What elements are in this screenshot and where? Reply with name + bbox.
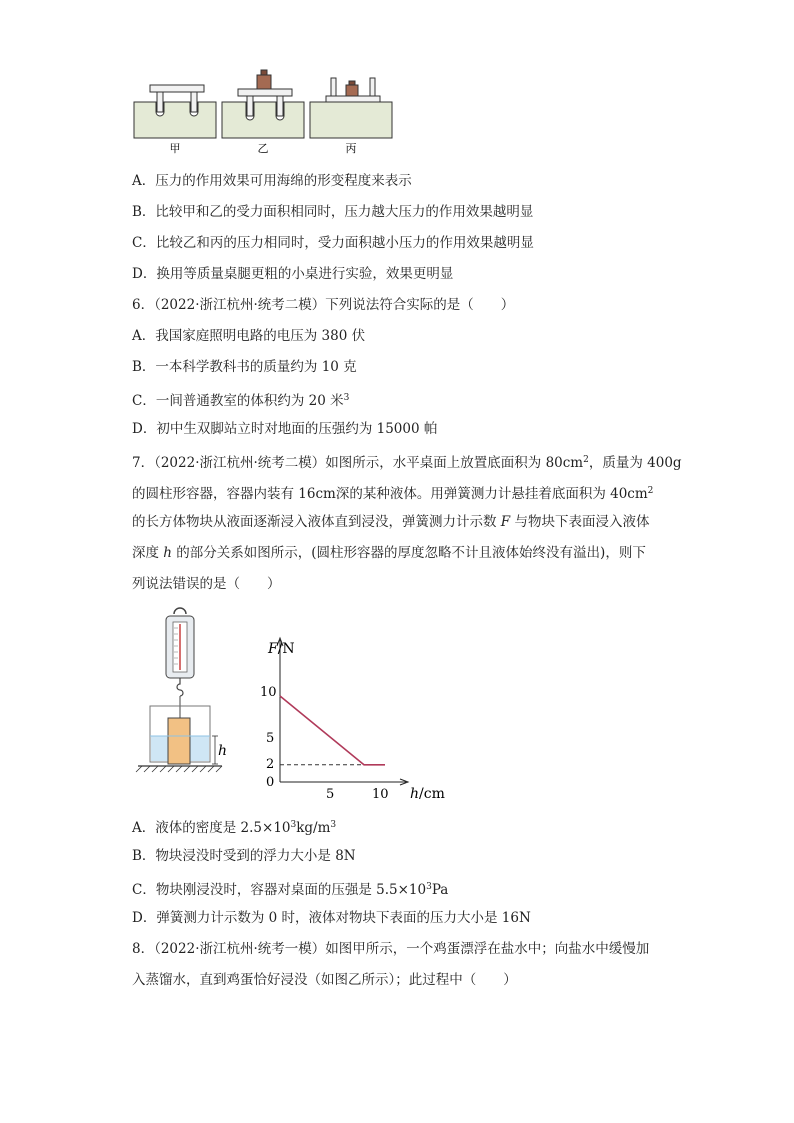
h-dimension-label: h: [218, 743, 228, 759]
q5-option-d: D．换用等质量桌腿更粗的小桌进行实验，效果更明显: [132, 266, 454, 282]
h-axis-symbol: h: [410, 786, 420, 802]
block: [168, 718, 190, 764]
q7-stem-line3: 的长方体物块从液面逐渐浸入液体直到浸没，弹簧测力计示数 F 与物块下表面浸入液体: [132, 514, 650, 530]
h-axis-label: [410, 786, 445, 802]
spring-scale-figure: [130, 606, 460, 806]
q6-option-c: C．一间普通教室的体积约为 20 米$^3$: [132, 393, 350, 409]
q7-option-c: C．物块刚浸没时，容器对桌面的压强是 $5.5\times 10^3Pa$: [132, 882, 449, 898]
f-axis-label: [267, 641, 295, 657]
y-tick-2: 2: [266, 757, 275, 772]
q8-stem-line2: 入蒸馏水，直到鸡蛋恰好浸没（如图乙所示）；此过程中（ ）: [132, 972, 517, 988]
q6-stem: 6．（2022·浙江杭州·统考二模）下列说法符合实际的是（ ）: [132, 297, 515, 313]
q7-stem-line2: 的圆柱形容器，容器内装有 16cm深的某种液体。用弹簧测力计悬挂着底面积为 $40cm^2$: [132, 486, 654, 502]
x-tick-5: 5: [326, 787, 335, 802]
y-tick-5: 5: [266, 731, 275, 746]
f-axis-symbol: F: [268, 641, 278, 657]
force-series-line: [280, 696, 385, 765]
q5-option-b: B．比较甲和乙的受力面积相同时，压力越大压力的作用效果越明显: [132, 204, 534, 220]
q6-option-d: D．初中生双脚站立时对地面的压强约为 15000 帕: [132, 421, 438, 437]
q8-stem-line1: 8．（2022·浙江杭州·统考一模）如图甲所示，一个鸡蛋漂浮在盐水中；向盐水中缓慢加: [132, 941, 650, 957]
h-axis-unit: /cm: [419, 786, 445, 802]
label-bing: 丙: [345, 142, 357, 155]
sponge-experiment-figure: [130, 68, 396, 158]
x-tick-10: 10: [372, 787, 389, 802]
q5-option-a: A．压力的作用效果可用海绵的形变程度来表示: [132, 173, 412, 189]
q7-stem-line1: 7．（2022·浙江杭州·统考二模）如图所示，水平桌面上放置底面积为 $80cm^2$，质量为 400g: [132, 455, 682, 471]
label-jia: 甲: [169, 142, 181, 155]
q7-stem-line4: 深度 h 的部分关系如图所示，(圆柱形容器的厚度忽略不计且液体始终没有溢出)，则下: [132, 545, 646, 561]
f-axis-unit: /N: [277, 641, 295, 657]
q7-option-d: D．弹簧测力计示数为 0 时，液体对物块下表面的压力大小是 16N: [132, 910, 531, 926]
q6-option-b: B．一本科学教科书的质量约为 10 克: [132, 359, 357, 375]
spring-scale-icon: [166, 608, 194, 718]
force-depth-chart: [260, 638, 445, 802]
q7-option-a: A．液体的密度是 $2.5\times 10^3kg/m^3$: [132, 820, 337, 836]
y-tick-10: 10: [260, 685, 277, 700]
q7-stem-line5: 列说法错误的是（ ）: [132, 576, 281, 592]
label-yi: 乙: [257, 142, 269, 155]
q6-option-a: A．我国家庭照明电路的电压为 380 伏: [132, 328, 366, 344]
q5-option-c: C．比较乙和丙的压力相同时，受力面积越小压力的作用效果越明显: [132, 235, 534, 251]
q7-option-b: B．物块浸没时受到的浮力大小是 8N: [132, 848, 356, 864]
origin-label: 0: [266, 775, 275, 790]
